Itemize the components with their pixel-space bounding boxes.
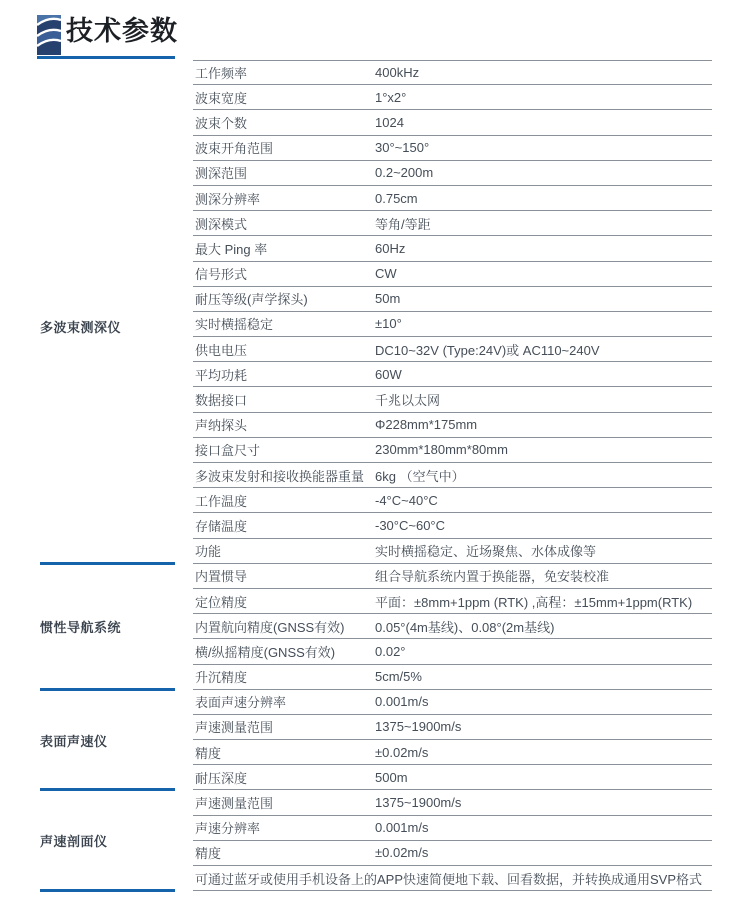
spec-param-value: 平面：±8mm+1ppm (RTK) ,高程：±15mm+1ppm(RTK): [375, 594, 693, 610]
spec-param-value: 0.02°: [375, 643, 406, 659]
spec-param-name: 工作频率: [195, 66, 248, 82]
spec-param-name: 精度: [195, 846, 222, 862]
spec-param-name: 声速测量范围: [195, 720, 274, 736]
spec-row: [193, 715, 712, 740]
spec-param-name: 工作温度: [195, 493, 248, 509]
spec-row: [193, 841, 712, 866]
spec-param-name: 数据接口: [195, 393, 248, 409]
spec-param-value: 0.001m/s: [375, 694, 429, 710]
spec-param-value: 0.75cm: [375, 190, 418, 206]
spec-note-text: 可通过蓝牙或使用手机设备上的APP快速简便地下载、回看数据，并转换成通用SVP格式: [195, 871, 703, 887]
spec-param-value: 6kg （空气中）: [375, 468, 465, 484]
spec-row: [193, 85, 712, 110]
spec-param-name: 供电电压: [195, 342, 248, 358]
spec-param-name: 测深模式: [195, 216, 248, 232]
spec-param-value: ±10°: [375, 316, 402, 332]
spec-section: [37, 60, 750, 564]
spec-row: [193, 312, 712, 337]
spec-row: [193, 589, 712, 614]
spec-table: [0, 60, 750, 891]
spec-param-value: 30°~150°: [375, 140, 430, 156]
category-cell: [37, 564, 193, 690]
spec-param-value: 千兆以太网: [375, 393, 441, 409]
spec-row: [193, 236, 712, 261]
spec-rows: [193, 564, 712, 690]
spec-param-name: 波束开角范围: [195, 141, 274, 157]
spec-param-name: 接口盒尺寸: [195, 443, 261, 459]
spec-param-name: 平均功耗: [195, 367, 248, 383]
spec-param-value: DC10~32V (Type:24V)或 AC110~240V: [375, 342, 600, 358]
spec-section: [37, 690, 750, 791]
spec-row: [193, 413, 712, 438]
spec-row: [193, 539, 712, 564]
spec-param-name: 升沉精度: [195, 670, 248, 686]
spec-param-name: 表面声速分辨率: [195, 695, 287, 711]
spec-param-value: 60Hz: [375, 240, 406, 256]
spec-param-value: -4°C~40°C: [375, 492, 438, 508]
spec-param-value: CW: [375, 266, 397, 282]
spec-param-value: 等角/等距: [375, 216, 431, 232]
spec-param-name: 测深范围: [195, 166, 248, 182]
spec-param-value: 230mm*180mm*80mm: [375, 442, 508, 458]
spec-param-value: 组合导航系统内置于换能器，免安装校准: [375, 569, 610, 585]
spec-row: [193, 262, 712, 287]
spec-row: [193, 438, 712, 463]
spec-param-name: 实时横摇稳定: [195, 317, 274, 333]
spec-param-value: 60W: [375, 366, 402, 382]
spec-param-name: 耐压深度: [195, 770, 248, 786]
spec-param-name: 声速分辨率: [195, 821, 261, 837]
spec-row: [193, 765, 712, 790]
spec-row: [193, 488, 712, 513]
spec-param-name: 声速测量范围: [195, 796, 274, 812]
spec-row: [193, 740, 712, 765]
spec-param-value: 50m: [375, 291, 401, 307]
spec-param-value: 0.2~200m: [375, 165, 434, 181]
page-title: 技术参数: [66, 16, 178, 46]
spec-param-value: 5cm/5%: [375, 669, 422, 685]
spec-param-value: Φ228mm*175mm: [375, 417, 478, 433]
category-cell: [37, 690, 193, 791]
spec-row: [193, 337, 712, 362]
spec-param-value: 0.001m/s: [375, 820, 429, 836]
spec-row: [193, 287, 712, 312]
spec-row: [193, 690, 712, 715]
spec-param-value: -30°C~60°C: [375, 517, 446, 533]
spec-param-name: 多波束发射和接收换能器重量: [195, 468, 365, 484]
title-underline: [37, 56, 175, 59]
spec-row: [193, 136, 712, 161]
spec-param-name: 测深分辨率: [195, 191, 261, 207]
spec-param-value: 400kHz: [375, 65, 420, 81]
category-label: 惯性导航系统: [40, 620, 122, 636]
spec-rows: [193, 690, 712, 791]
spec-row: [193, 161, 712, 186]
spec-row: [193, 463, 712, 488]
category-label: 声速剖面仪: [40, 834, 108, 850]
spec-param-value: ±0.02m/s: [375, 845, 429, 861]
spec-param-name: 信号形式: [195, 267, 248, 283]
spec-param-value: 0.05°(4m基线)、0.08°(2m基线): [375, 619, 555, 635]
wave-stripes-logo-icon: [37, 15, 61, 55]
spec-row: [193, 816, 712, 841]
spec-row: [193, 186, 712, 211]
spec-param-name: 精度: [195, 745, 222, 761]
spec-section: [37, 790, 750, 891]
spec-param-value: 实时横摇稳定、近场聚焦、水体成像等: [375, 544, 597, 560]
category-cell: [37, 60, 193, 564]
spec-param-value: 1°x2°: [375, 89, 407, 105]
page-header: [0, 0, 750, 60]
category-label: 表面声速仪: [40, 733, 108, 749]
spec-row: [193, 110, 712, 135]
spec-param-name: 存储温度: [195, 518, 248, 534]
spec-param-value: 1375~1900m/s: [375, 719, 462, 735]
spec-param-value: 1024: [375, 114, 404, 130]
spec-param-name: 波束个数: [195, 115, 248, 131]
spec-row: [193, 387, 712, 412]
spec-row: [193, 614, 712, 639]
spec-param-name: 波束宽度: [195, 90, 248, 106]
spec-param-name: 声纳探头: [195, 418, 248, 434]
spec-rows: [193, 60, 712, 564]
spec-row: [193, 665, 712, 690]
spec-row: [193, 790, 712, 815]
spec-param-name: 功能: [195, 544, 222, 560]
spec-row: [193, 513, 712, 538]
spec-param-value: 1375~1900m/s: [375, 795, 462, 811]
spec-param-value: 500m: [375, 769, 408, 785]
spec-row: [193, 362, 712, 387]
spec-param-value: ±0.02m/s: [375, 744, 429, 760]
spec-row: [193, 639, 712, 664]
spec-note-row: [193, 866, 712, 891]
spec-param-name: 内置惯导: [195, 569, 248, 585]
spec-param-name: 最大 Ping 率: [195, 241, 268, 257]
spec-rows: [193, 790, 712, 891]
spec-row: [193, 211, 712, 236]
spec-param-name: 耐压等级(声学探头): [195, 292, 308, 308]
category-label: 多波束测深仪: [40, 320, 122, 336]
category-cell: [37, 790, 193, 891]
spec-param-name: 内置航向精度(GNSS有效): [195, 619, 345, 635]
spec-section: [37, 564, 750, 690]
spec-param-name: 横/纵摇精度(GNSS有效): [195, 644, 336, 660]
spec-param-name: 定位精度: [195, 594, 248, 610]
spec-row: [193, 60, 712, 85]
section-divider-line: [40, 889, 175, 892]
spec-row: [193, 564, 712, 589]
